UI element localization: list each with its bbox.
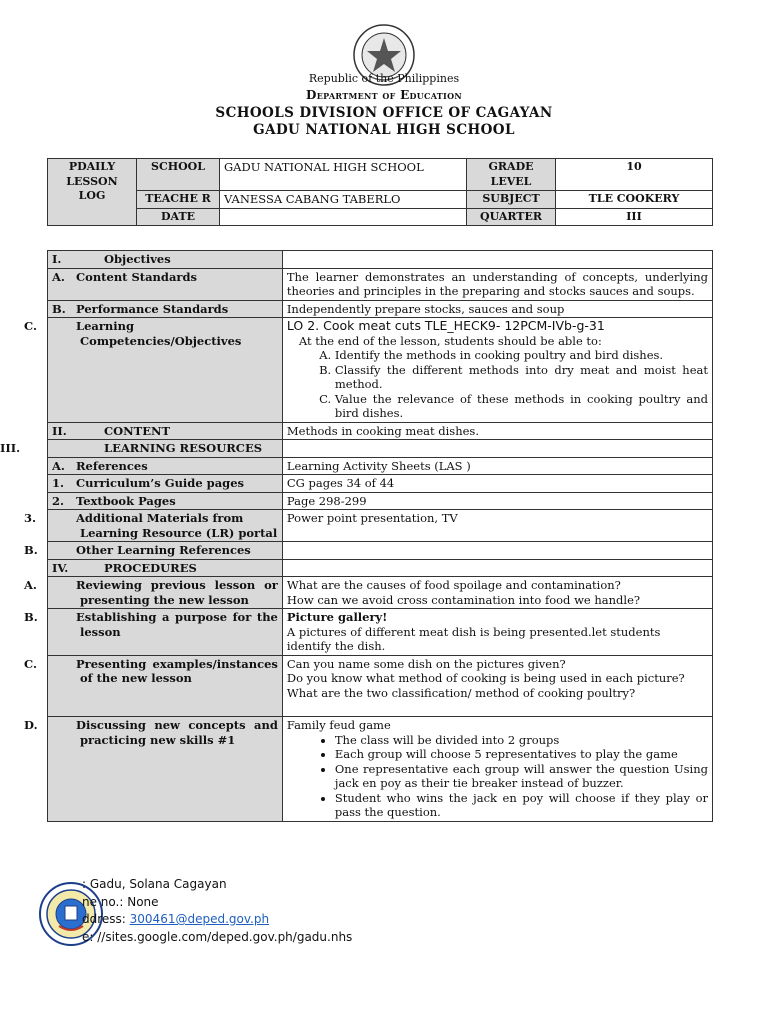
row-label: CONTENT: [104, 423, 171, 438]
table-row: [48, 318, 713, 423]
row-value: The learner demonstrates an understanding of concepts, underlying theories and principles in the preparing and stocks sauces and soups.: [282, 268, 712, 300]
row-value: Page 298-299: [282, 492, 712, 510]
website-line: e: //sites.google.com/deped.gov.ph/gadu.nhs: [82, 929, 353, 944]
row-number: D.: [24, 718, 38, 732]
subject-field-value: TLE COOKERY: [556, 191, 713, 209]
row-number: A.: [52, 458, 65, 473]
list-item: • Each group will choose 5 representatives to play the game: [335, 747, 708, 762]
row-number: 2.: [52, 493, 65, 508]
question-line: How can we avoid cross contamination into food we handle?: [286, 592, 641, 607]
row-number: C.: [24, 319, 37, 333]
row-label: Textbook Pages: [76, 493, 176, 508]
table-row: [48, 559, 713, 577]
activity-title: Picture gallery!: [286, 610, 388, 624]
row-number: 3.: [24, 511, 37, 525]
subject-field-label: SUBJECT: [467, 191, 556, 209]
list-item: C. Value the relevance of these methods in cooking poultry and bird dishes.: [335, 392, 708, 421]
row-label: Objectives: [104, 252, 171, 266]
row-value: Learning Activity Sheets (LAS ): [282, 457, 712, 475]
learning-outcome: LO 2. Cook meat cuts TLE_HECK9- 12PCM-IVb-g-31: [286, 318, 605, 333]
row-number: I.: [52, 252, 62, 266]
question-line: Can you name some dish on the pictures given?: [286, 656, 566, 671]
school-contact-info: [0, 876, 353, 946]
table-row: [48, 457, 713, 475]
table-row: [48, 510, 713, 542]
row-number: A.: [24, 578, 37, 592]
phone-line: ne no.: None: [82, 894, 159, 909]
table-row: [48, 268, 713, 300]
list-item: • One representative each group will answer the question Using jack en poy as their tie breaker instead of buzzer.: [335, 762, 708, 791]
table-row: [48, 422, 713, 440]
list-item: • Student who wins the jack en poy will choose if they play or pass the question.: [335, 791, 708, 820]
row-label: Establishing a purpose for the lesson: [76, 610, 278, 639]
table-row: [48, 717, 713, 822]
row-number: B.: [24, 543, 38, 557]
email-link[interactable]: 300461@deped.gov.ph: [129, 912, 270, 926]
row-value: Methods in cooking meat dishes.: [282, 422, 712, 440]
table-row: [48, 475, 713, 493]
question-line: What are the causes of food spoilage and contamination?: [286, 578, 621, 592]
row-label: Content Standards: [76, 269, 197, 284]
school-field-label: SCHOOL: [137, 159, 220, 191]
row-label: Presenting examples/instances of the new lesson: [76, 656, 278, 685]
game-rules-list: [287, 733, 708, 820]
row-value: Independently prepare stocks, sauces and soup: [282, 300, 712, 318]
row-number: A.: [52, 269, 65, 284]
row-value: [282, 542, 712, 560]
question-line: Do you know what method of cooking is being used in each picture?: [286, 671, 685, 685]
grade-field-label: GRADE LEVEL: [467, 159, 556, 191]
row-number: III.: [0, 441, 21, 455]
log-label: PDAILY LESSON LOG: [48, 159, 137, 226]
table-row: [48, 655, 713, 717]
row-number: B.: [52, 301, 66, 316]
objectives-intro: At the end of the lesson, students should be able to:: [298, 333, 602, 348]
row-label: Additional Materials from Learning Resource (LR) portal: [76, 511, 278, 540]
objectives-list: [287, 348, 708, 421]
row-number: C.: [24, 656, 37, 671]
list-item: B. Classify the different methods into dry meat and moist heat method.: [335, 363, 708, 392]
list-item: • The class will be divided into 2 groups: [335, 733, 708, 748]
row-value: CG pages 34 of 44: [282, 475, 712, 493]
game-title: Family feud game: [286, 718, 391, 732]
table-row: [48, 542, 713, 560]
row-label: Learning Competencies/Objectives: [76, 319, 242, 348]
table-row: [48, 251, 713, 269]
email-line: [82, 911, 352, 929]
teacher-field-label: TEACHE R: [137, 191, 220, 209]
table-row: [48, 609, 713, 656]
quarter-field-label: QUARTER: [467, 208, 556, 226]
grade-field-value: 10: [556, 159, 713, 191]
quarter-field-value: III: [556, 208, 713, 226]
table-row: [48, 300, 713, 318]
row-number: 1.: [52, 476, 65, 490]
list-item: A. Identify the methods in cooking poultry and bird dishes.: [335, 348, 708, 363]
row-label: Reviewing previous lesson or presenting the new lesson: [76, 578, 278, 607]
address-line: : Gadu, Solana Cagayan: [82, 877, 227, 891]
table-row: [48, 492, 713, 510]
row-label: Other Learning References: [76, 543, 251, 557]
row-label: PROCEDURES: [104, 560, 197, 575]
row-number: IV.: [52, 560, 69, 575]
email-prefix: ddress:: [82, 912, 130, 926]
table-row: [48, 577, 713, 609]
department-label: Department of Education: [306, 88, 462, 102]
republic-label: Republic of the Philippines: [308, 72, 460, 85]
activity-text: A pictures of different meat dish is being presented.let students identify the dish.: [286, 624, 661, 653]
row-label: Performance Standards: [76, 301, 229, 316]
table-row: [48, 440, 713, 458]
row-number: II.: [52, 423, 67, 438]
row-label: Discussing new concepts and practicing new skills #1: [76, 718, 278, 747]
row-number: B.: [24, 610, 38, 624]
division-label: SCHOOLS DIVISION OFFICE OF CAGAYAN: [215, 105, 553, 121]
teacher-field-value: VANESSA CABANG TABERLO: [220, 191, 467, 209]
question-line: What are the two classification/ method of cooking poultry?: [286, 685, 636, 700]
school-label: GADU NATIONAL HIGH SCHOOL: [253, 122, 515, 138]
date-field-value: [220, 208, 467, 226]
row-label: References: [76, 458, 148, 473]
lesson-plan-table: [0, 250, 713, 822]
row-label: LEARNING RESOURCES: [104, 441, 263, 455]
row-label: Curriculum’s Guide pages: [76, 476, 244, 490]
row-value: Power point presentation, TV: [282, 510, 712, 542]
date-field-label: DATE: [137, 208, 220, 226]
lesson-info-table: [47, 158, 713, 226]
school-field-value: GADU NATIONAL HIGH SCHOOL: [220, 159, 467, 191]
